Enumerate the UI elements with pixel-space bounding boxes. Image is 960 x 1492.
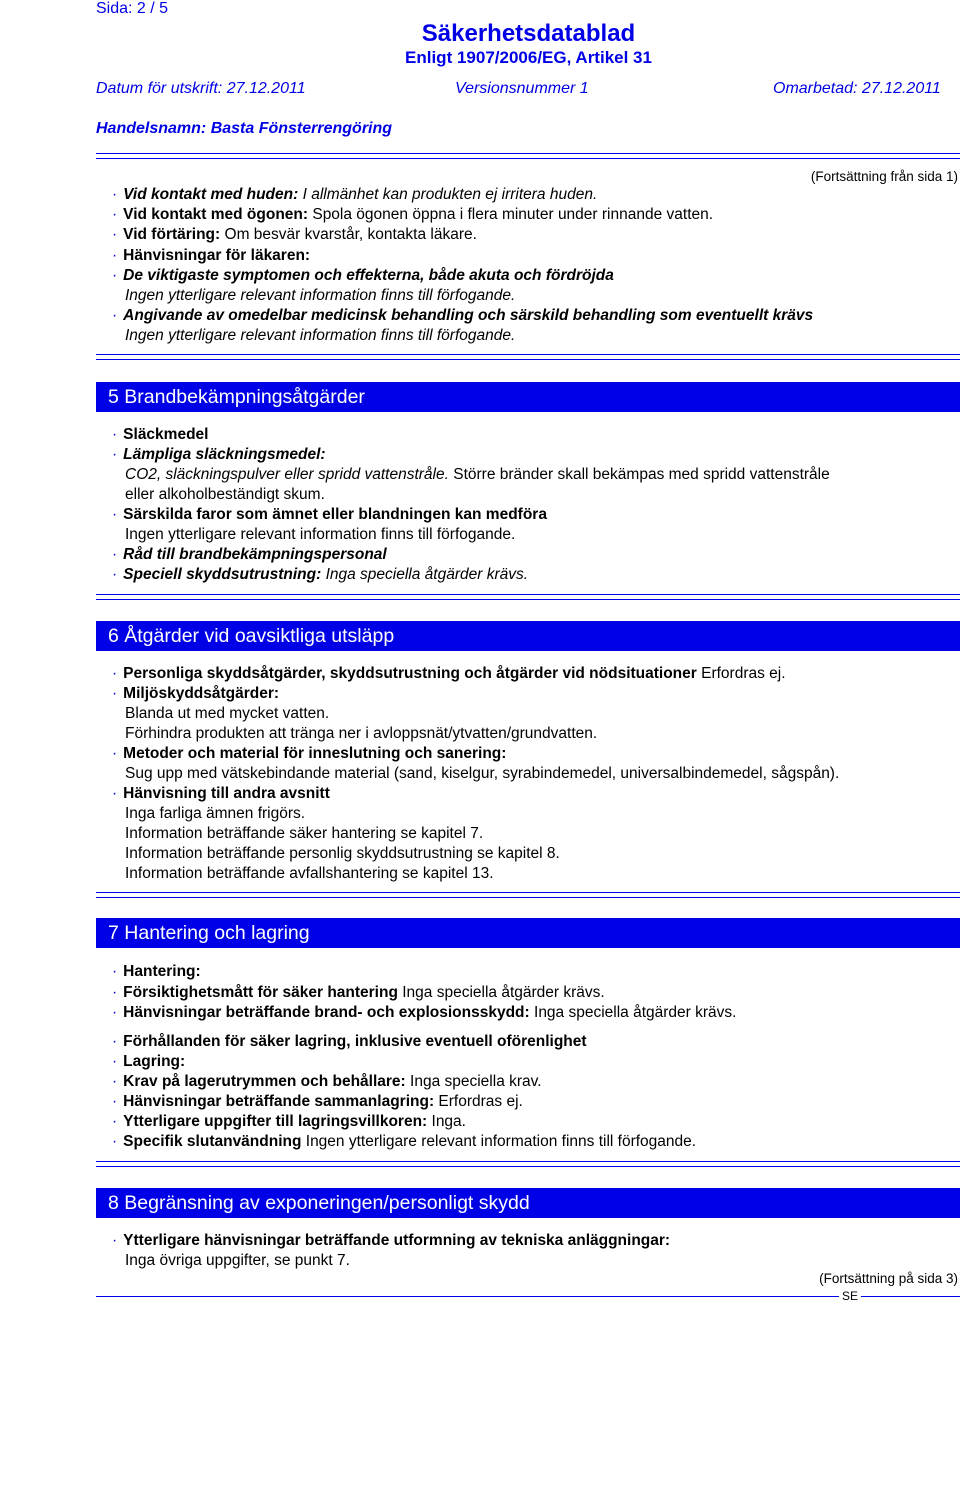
storage: · Lagring: — [112, 1053, 186, 1070]
continued-to: (Fortsättning på sida 3) — [819, 1271, 958, 1286]
trade-name: Handelsnamn: Basta Fönsterrengöring — [96, 120, 393, 137]
doctor-notes: · Hänvisningar för läkaren: — [112, 247, 311, 264]
env-text-2: Förhindra produkten att tränga ner i avloppsnät/ytvatten/grundvatten. — [125, 725, 598, 742]
engineering-controls-text: Inga övriga uppgifter, se punkt 7. — [125, 1252, 350, 1269]
header-divider — [96, 153, 960, 159]
safe-storage-conditions: · Förhållanden för säker lagring, inklusive eventuell oförenlighet — [112, 1033, 587, 1050]
section-divider — [96, 892, 960, 898]
continued-from: (Fortsättning från sida 1) — [810, 169, 958, 184]
engineering-controls: · Ytterligare hänvisningar beträffande utformning av tekniska anläggningar: — [112, 1232, 671, 1249]
ref-text-1: Inga farliga ämnen frigörs. — [125, 805, 306, 822]
footer-line — [96, 1296, 960, 1297]
safe-handling: · Försiktighetsmått för säker hantering Inga speciella åtgärder krävs. — [112, 984, 605, 1001]
symptoms-text: Ingen ytterligare relevant information finns till förfogande. — [125, 287, 516, 304]
specific-end-use: · Specifik slutanvändning Ingen ytterligare relevant information finns till förfogande. — [112, 1133, 697, 1150]
page-number: Sida: 2 / 5 — [96, 0, 169, 17]
ingestion: · Vid förtäring: Om besvär kvarstår, kontakta läkare. — [112, 226, 477, 243]
section-divider — [96, 594, 960, 600]
storage-requirements: · Krav på lagerutrymmen och behållare: Inga speciella krav. — [112, 1073, 542, 1090]
section-6-title: 6 Åtgärder vid oavsiktliga utsläpp — [96, 621, 960, 651]
further-storage-info: · Ytterligare uppgifter till lagringsvillkoren: Inga. — [112, 1113, 466, 1130]
section-8-title: 8 Begränsning av exponeringen/personligt skydd — [96, 1188, 960, 1218]
section-references: · Hänvisning till andra avsnitt — [112, 785, 330, 802]
section-5-title: 5 Brandbekämpningsåtgärder — [96, 382, 960, 412]
document-subtitle: Enligt 1907/2006/EG, Artikel 31 — [405, 48, 652, 67]
fire-protection: · Hänvisningar beträffande brand- och explosionsskydd: Inga speciella åtgärder krävs. — [112, 1004, 737, 1021]
env-text-1: Blanda ut med mycket vatten. — [125, 705, 330, 722]
firefighter-advice: · Råd till brandbekämpningspersonal — [112, 546, 387, 563]
section-divider — [96, 1161, 960, 1167]
country-code: SE — [839, 1289, 861, 1303]
ref-text-3: Information beträffande personlig skyddsutrustning se kapitel 8. — [125, 845, 560, 862]
ref-text-4: Information beträffande avfallshantering se kapitel 13. — [125, 865, 494, 882]
ref-text-2: Information beträffande säker hantering se kapitel 7. — [125, 825, 484, 842]
environmental-precautions: · Miljöskyddsåtgärder: — [112, 685, 280, 702]
revised-date: Omarbetad: 27.12.2011 — [773, 80, 941, 97]
print-date: Datum för utskrift: 27.12.2011 — [96, 80, 306, 97]
symptoms: · De viktigaste symptomen och effekterna, både akuta och fördröjda — [112, 267, 614, 284]
treatment-text: Ingen ytterligare relevant information finns till förfogande. — [125, 327, 516, 344]
special-hazards-text: Ingen ytterligare relevant information finns till förfogande. — [125, 526, 516, 543]
version-number: Versionsnummer 1 — [455, 80, 589, 97]
suitable-media-text-2: eller alkoholbeständigt skum. — [125, 486, 325, 503]
section-7-title: 7 Hantering och lagring — [96, 918, 960, 948]
extinguishing-media: · Släckmedel — [112, 426, 209, 443]
suitable-media-text: CO2, släckningspulver eller spridd vattenstråle. Större bränder skall bekämpas med spridd vattenstråle — [125, 466, 830, 483]
containment-methods: · Metoder och material för inneslutning och sanering: — [112, 745, 507, 762]
section-divider — [96, 354, 960, 360]
joint-storage: · Hänvisningar beträffande sammanlagring: Erfordras ej. — [112, 1093, 523, 1110]
skin-contact: · Vid kontakt med huden: I allmänhet kan produkten ej irritera huden. — [112, 186, 598, 203]
treatment: · Angivande av omedelbar medicinsk behandling och särskild behandling som eventuellt krävs — [112, 307, 814, 324]
protective-equipment: · Speciell skyddsutrustning: Inga speciella åtgärder krävs. — [112, 566, 529, 583]
handling: · Hantering: — [112, 963, 201, 980]
special-hazards: · Särskilda faror som ämnet eller blandningen kan medföra — [112, 506, 547, 523]
containment-text: Sug upp med vätskebindande material (sand, kiselgur, syrabindemedel, universalbindemedel, sågspån). — [125, 765, 840, 782]
eye-contact: · Vid kontakt med ögonen: Spola ögonen öppna i flera minuter under rinnande vatten. — [112, 206, 714, 223]
personal-precautions: · Personliga skyddsåtgärder, skyddsutrustning och åtgärder vid nödsituationer Erfordras ej. — [112, 665, 786, 682]
suitable-media: · Lämpliga släckningsmedel: — [112, 446, 326, 463]
document-title: Säkerhetsdatablad — [421, 20, 636, 47]
